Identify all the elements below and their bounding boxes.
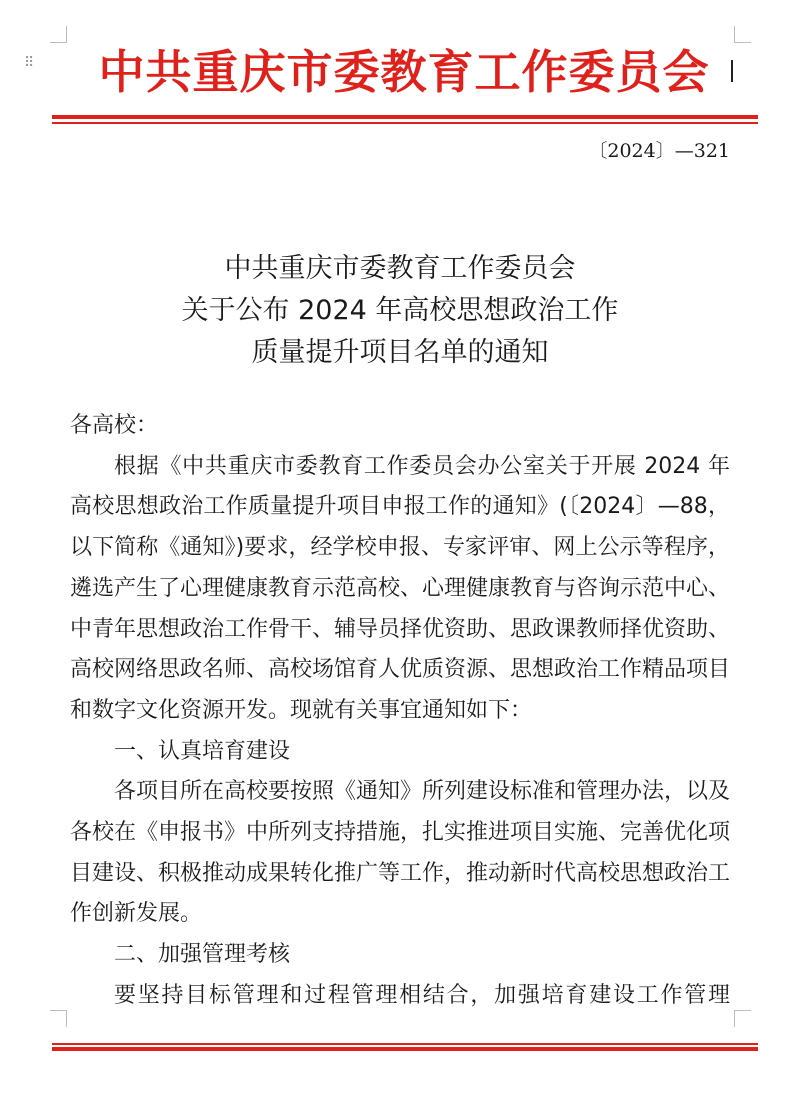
title-line-1: 中共重庆市委教育工作委员会 xyxy=(224,253,576,284)
title-line-2: 关于公布 2024 年高校思想政治工作 xyxy=(181,295,619,326)
document-number: 〔2024〕—321 xyxy=(588,140,730,162)
section-heading-1: 一、认真培育建设 xyxy=(114,738,291,764)
salutation: 各高校： xyxy=(70,413,159,438)
paragraph-section-2: 要坚持目标管理和过程管理相结合，加强培育建设工作管理 xyxy=(114,982,730,1008)
footer-thin-rule xyxy=(52,1043,758,1045)
title-line-3: 质量提升项目名单的通知 xyxy=(251,337,549,368)
masthead-thick-rule xyxy=(52,115,758,119)
crop-mark-bottom-right xyxy=(734,1010,751,1027)
paragraph-section-1: 各项目所在高校要按照《通知》所列建设标准和管理办法，以及各校在《申报书》中所列支持措施，扎实推进项目实施、完善优化项目建设、积极推动成果转化推广等工作，推动新时代高校思想政治工作创新发展。 xyxy=(70,779,731,927)
document-body[interactable] xyxy=(70,406,730,1017)
notice-title xyxy=(70,248,730,374)
masthead-thin-rule xyxy=(52,122,758,124)
text-cursor xyxy=(731,60,733,82)
paragraph-intro: 根据《中共重庆市委教育工作委员会办公室关于开展 2024 年高校思想政治工作质量提升项目申报工作的通知》(〔2024〕—88，以下简称《通知》)要求，经学校申报、专家评审、网上公示等程序，遴选产生了心理健康教育示范高校、心理健康教育与咨询示范中心、中青年思想政治工作骨干、辅导员择优资助、思政课教师择优资助、高校网络思政名师、高校场馆育人优质资源、思想政治工作精品项目和数字文化资源开发。现就有关事宜通知如下： xyxy=(70,453,731,723)
masthead: 中共重庆市委教育工作委员会 xyxy=(98,45,710,99)
footer-thick-rule xyxy=(52,1047,758,1051)
section-heading-2: 二、加强管理考核 xyxy=(114,942,291,968)
grip-dots-icon[interactable]: ⠿ xyxy=(24,55,33,71)
crop-mark-bottom-left xyxy=(50,1010,67,1027)
